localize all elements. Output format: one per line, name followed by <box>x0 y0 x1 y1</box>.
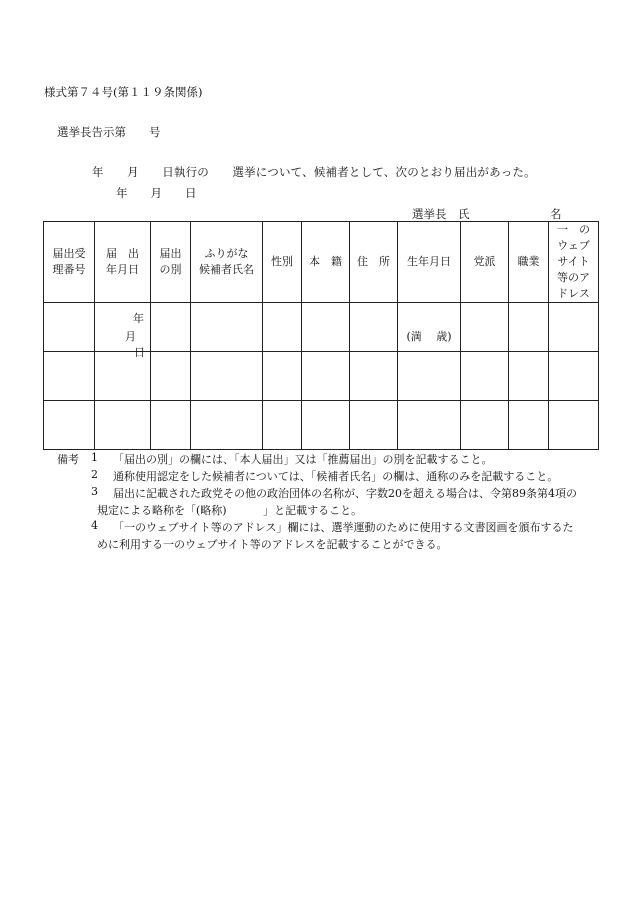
table-cell <box>350 400 398 449</box>
table-cell <box>151 351 191 400</box>
table-cell <box>191 302 263 351</box>
table-cell <box>263 302 302 351</box>
table-cell <box>151 302 191 351</box>
date-day-label: 日 <box>134 345 145 359</box>
notice-date: 年 月 日 <box>116 186 197 200</box>
table-cell <box>350 302 398 351</box>
table-cell <box>263 351 302 400</box>
birth-date-cell <box>398 302 461 351</box>
form-number: 様式第７４号(第１１９条関係) <box>44 85 203 99</box>
header-row <box>44 222 599 303</box>
candidate-register-table <box>43 221 599 450</box>
note-text: 通称使用認定をした候補者については、「候補者氏名」の欄は、通称のみを記載すること。 <box>113 470 559 483</box>
notes-section <box>57 451 617 553</box>
table-cell <box>461 302 509 351</box>
header-party: 党派 <box>461 222 509 303</box>
note-item <box>57 451 617 468</box>
header-address: 住 所 <box>350 222 398 303</box>
table-cell <box>151 400 191 449</box>
header-filing-date: 届 出 年月日 <box>95 222 151 303</box>
note-continuation <box>57 536 617 553</box>
signature-line: 選挙長 氏 名 <box>412 207 562 221</box>
table-cell <box>549 400 599 449</box>
header-filing-type: 届出 の別 <box>151 222 191 303</box>
notice-title: 選挙長告示第 号 <box>57 125 161 139</box>
table-cell <box>95 400 151 449</box>
note-number: 4 <box>91 519 98 532</box>
header-candidate-name: ふりがな 候補者氏名 <box>191 222 263 303</box>
table-cell <box>44 400 95 449</box>
intro-text: 年 月 日執行の 選挙について、候補者として、次のとおり届出があった。 <box>92 165 536 179</box>
header-receipt-number: 届出受 理番号 <box>44 222 95 303</box>
table-cell <box>44 302 95 351</box>
table-cell <box>263 400 302 449</box>
table-cell <box>549 302 599 351</box>
header-gender: 性別 <box>263 222 302 303</box>
table-cell <box>44 351 95 400</box>
table-cell <box>509 351 549 400</box>
note-number: 1 <box>91 451 98 464</box>
table-row <box>44 302 599 351</box>
header-birth-date: 生年月日 <box>398 222 461 303</box>
table-cell <box>302 302 350 351</box>
table-row <box>44 400 599 449</box>
date-year-label: 年 <box>133 311 144 325</box>
note-continuation <box>57 502 617 519</box>
table-cell <box>398 351 461 400</box>
note-item <box>57 519 617 536</box>
table-cell <box>398 400 461 449</box>
header-registered-domicile: 本 籍 <box>302 222 350 303</box>
table-cell <box>549 351 599 400</box>
table-cell <box>191 351 263 400</box>
table-cell <box>461 351 509 400</box>
table-cell <box>350 351 398 400</box>
table-cell <box>509 400 549 449</box>
age-placeholder: (満 歳) <box>406 329 452 343</box>
note-text: 「一のウェブサイト等のアドレス」欄には、選挙運動のために使用する文書図画を頒布するた <box>113 521 574 534</box>
table-cell <box>302 400 350 449</box>
note-number: 2 <box>91 468 98 481</box>
header-website-address: 一 の ウェブ サイト 等のア ドレス <box>549 222 599 303</box>
filing-date-cell <box>95 302 151 359</box>
table-cell <box>302 351 350 400</box>
notes-label: 備考 <box>57 453 79 466</box>
table-cell <box>191 400 263 449</box>
note-text: 届出に記載された政党その他の政治団体の名称が、字数20を超える場合は、令第89条第4項の <box>113 487 577 500</box>
note-item <box>57 468 617 485</box>
note-continuation-text: めに利用する一のウェブサイト等のアドレスを記載することができる。 <box>97 538 448 551</box>
note-item <box>57 485 617 502</box>
date-month-label: 月 <box>125 329 136 343</box>
note-number: 3 <box>91 485 98 498</box>
table-cell <box>461 400 509 449</box>
note-text: 「届出の別」の欄には、「本人届出」又は「推薦届出」の別を記載すること。 <box>113 453 493 466</box>
table-cell <box>509 302 549 351</box>
header-occupation: 職業 <box>509 222 549 303</box>
note-continuation-text: 規定による略称を「(略称) 」と記載すること。 <box>97 504 363 517</box>
